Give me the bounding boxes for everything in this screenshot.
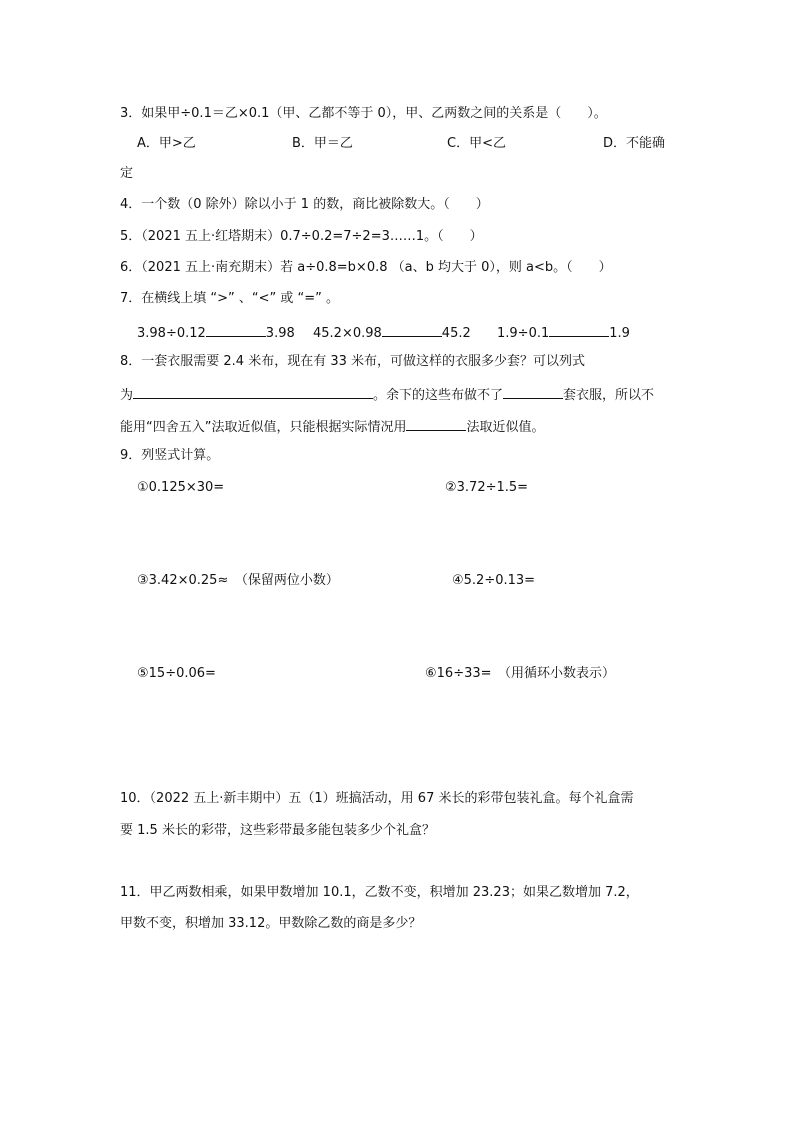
calc-item-2: ②3.72÷1.5= — [445, 480, 529, 495]
question-3-option-d-wrap: 定 — [120, 166, 134, 181]
question-11-line-1: 11．甲乙两数相乘，如果甲数增加 10.1，乙数不变，积增加 23.23；如果乙数增加 7.2， — [120, 885, 639, 900]
q8-text-a: 为 — [120, 388, 134, 403]
answer-blank[interactable] — [382, 322, 442, 337]
compare-left: 45.2×0.98 — [313, 326, 382, 341]
compare-right: 45.2 — [441, 326, 471, 341]
compare-left: 1.9÷0.1 — [497, 326, 550, 341]
question-3-option-c: C．甲<乙 — [447, 136, 506, 151]
question-10-line-2: 要 1.5 米长的彩带，这些彩带最多能包装多少个礼盒？ — [120, 823, 435, 838]
question-5: 5．（2021 五上·红塔期末）0.7÷0.2=7÷2=3……1。（ ） — [120, 229, 483, 244]
q8-text-b: 。余下的这些布做不了 — [373, 388, 504, 403]
q8-text-c: 套衣服，所以不 — [563, 388, 655, 403]
calc-item-1: ①0.125×30= — [137, 480, 225, 495]
question-10-line-1: 10．（2022 五上·新丰期中）五（1）班搞活动，用 67 米长的彩带包装礼盒。每个礼盒需 — [120, 791, 634, 806]
question-7-stem: 7．在横线上填 “>” 、“<” 或 “=” 。 — [120, 291, 340, 306]
question-8-line-2 — [120, 384, 654, 405]
question-7-item-3 — [497, 322, 630, 343]
question-8-line-1: 8．一套衣服需要 2.4 米布，现在有 33 米布，可做这样的衣服多少套？可以列式 — [120, 354, 586, 369]
q8-text-d: 能用“四舍五入”法取近似值，只能根据实际情况用 — [120, 420, 407, 435]
question-6: 6．（2021 五上·南充期末）若 a÷0.8=b×0.8 （a、b 均大于 0），则 a<b。（ ） — [120, 260, 612, 275]
compare-right: 3.98 — [265, 326, 295, 341]
question-3-option-b: B．甲＝乙 — [292, 136, 353, 151]
question-3-option-d: D．不能确 — [603, 136, 666, 151]
calc-item-3: ③3.42×0.25≈ （保留两位小数） — [137, 573, 339, 588]
compare-right: 1.9 — [609, 326, 630, 341]
answer-blank-expression[interactable] — [133, 384, 373, 399]
q8-text-e: 法取近似值。 — [466, 420, 545, 435]
question-3-option-a: A．甲>乙 — [137, 136, 196, 151]
calc-item-5: ⑤15÷0.06= — [137, 666, 216, 681]
question-9-stem: 9．列竖式计算。 — [120, 448, 220, 463]
question-7-item-1 — [137, 322, 295, 343]
answer-blank[interactable] — [549, 322, 609, 337]
question-4: 4．一个数（0 除外）除以小于 1 的数，商比被除数大。（ ） — [120, 197, 489, 212]
question-3-stem: 3．如果甲÷0.1＝乙×0.1（甲、乙都不等于 0），甲、乙两数之间的关系是（ ）。 — [120, 106, 607, 121]
answer-blank-count[interactable] — [503, 384, 563, 399]
question-11-line-2: 甲数不变，积增加 33.12。甲数除乙数的商是多少？ — [120, 916, 422, 931]
calc-item-6: ⑥16÷33= （用循环小数表示） — [425, 666, 616, 681]
compare-left: 3.98÷0.12 — [137, 326, 206, 341]
question-7-item-2 — [313, 322, 471, 343]
answer-blank-method[interactable] — [406, 416, 466, 431]
question-8-line-3 — [120, 416, 545, 437]
calc-item-4: ④5.2÷0.13= — [452, 573, 536, 588]
answer-blank[interactable] — [206, 322, 266, 337]
